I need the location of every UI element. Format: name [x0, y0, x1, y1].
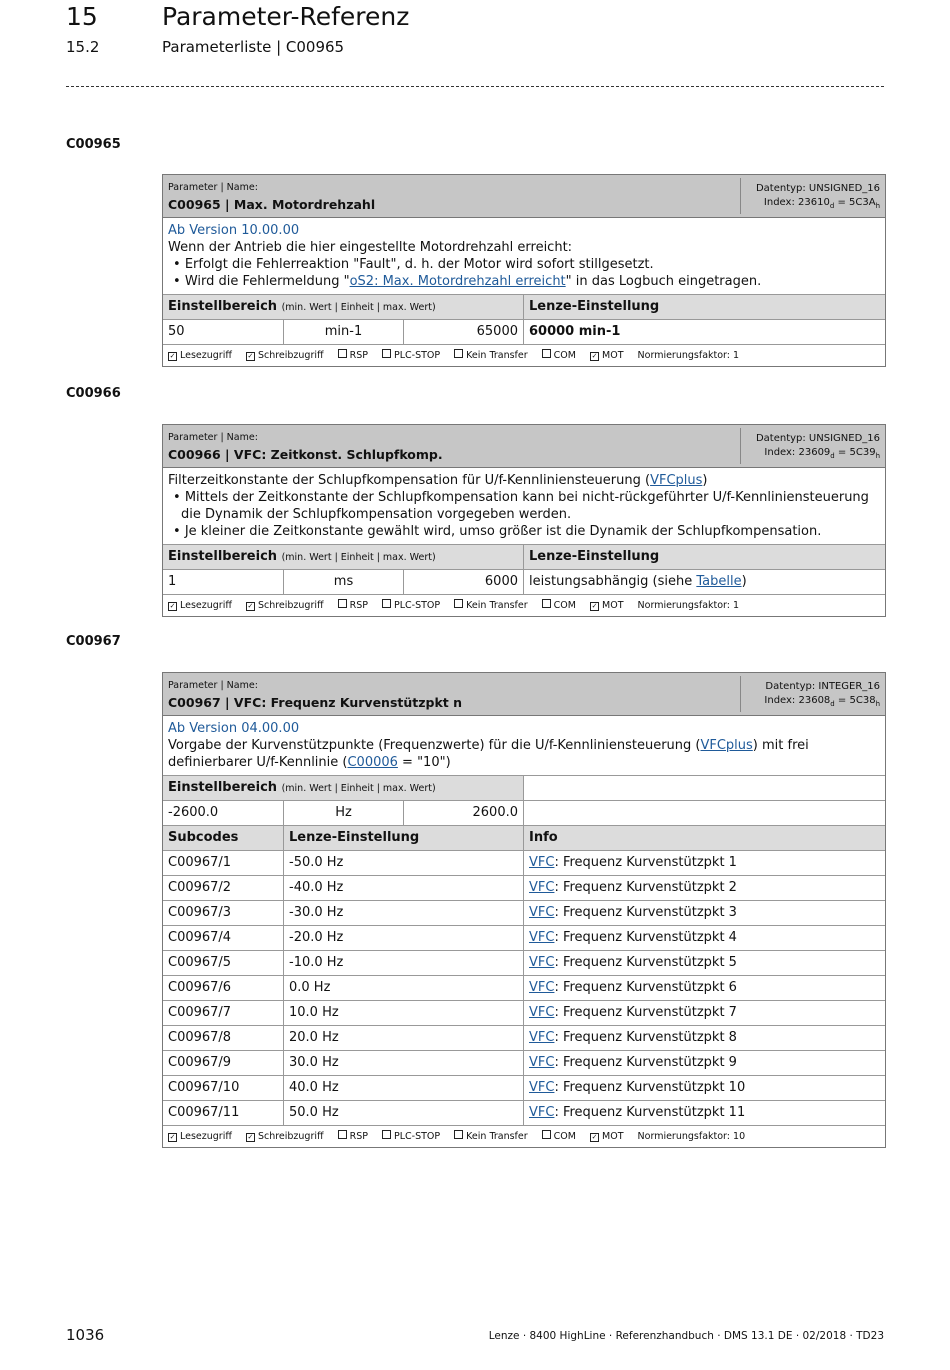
vfc-link[interactable]: VFC — [529, 955, 555, 970]
vfc-link[interactable]: VFC — [529, 1105, 555, 1120]
range-value-row: 1 ms 6000 leistungsabhängig (siehe Tabelle) — [163, 570, 885, 595]
subcode: C00967/1 — [163, 851, 284, 875]
subcode-info: VFC: Frequenz Kurvenstützpkt 9 — [529, 1055, 737, 1070]
page-number: 1036 — [66, 1326, 105, 1344]
param-name: C00967 | VFC: Frequenz Kurvenstützpkt n — [168, 695, 463, 710]
subcode-info: VFC: Frequenz Kurvenstützpkt 8 — [529, 1030, 737, 1045]
subcode: C00967/8 — [163, 1026, 284, 1050]
table-row — [163, 1001, 885, 1026]
chapter-title: Parameter-Referenz — [162, 2, 410, 31]
subcode-info: VFC: Frequenz Kurvenstützpkt 7 — [529, 1005, 737, 1020]
vfc-link[interactable]: VFC — [529, 905, 555, 920]
table-row — [163, 1026, 885, 1051]
subcode-default: -50.0 Hz — [284, 851, 524, 875]
subcode: C00967/9 — [163, 1051, 284, 1075]
vfcplus-link[interactable]: VFCplus — [700, 738, 753, 753]
table-row — [163, 1051, 885, 1076]
vfc-link[interactable]: VFC — [529, 880, 555, 895]
range-value-row: -2600.0 Hz 2600.0 — [163, 801, 885, 826]
param-datatype: Datentyp: UNSIGNED_16 Index: $23609_d = 5C39_h$ — [755, 433, 880, 460]
footer-text: Lenze · 8400 HighLine · Referenzhandbuch · DMS 13.1 DE · 02/2018 · TD23 — [488, 1330, 884, 1342]
bullet-item: • Je kleiner die Zeitkonstante gewählt wird, umso größer ist die Dynamik der Schlupfkompensation. — [173, 524, 822, 539]
subcode-default: 20.0 Hz — [284, 1026, 524, 1050]
subcode-default: -10.0 Hz — [284, 951, 524, 975]
lenze-default: 60000 min-1 — [529, 324, 621, 339]
range-header-row: Einstellbereich (min. Wert | Einheit | max. Wert) Lenze-Einstellung — [163, 545, 885, 570]
param-header: Parameter | Name: C00966 | VFC: Zeitkonst. Schlupfkomp. Datentyp: UNSIGNED_16 Index: $23609_d = 5C39_h$ — [163, 425, 885, 468]
range-max: 65000 — [404, 320, 524, 344]
subcode-default: 10.0 Hz — [284, 1001, 524, 1025]
param-name: C00966 | VFC: Zeitkonst. Schlupfkomp. — [168, 447, 443, 462]
subcode-default: 0.0 Hz — [284, 976, 524, 1000]
access-flags: ✓ Lesezugriff ✓ Schreibzugriff RSP PLC-STOP Kein Transfer COM ✓ MOT Normierungsfaktor: 10 — [169, 1131, 746, 1142]
param-name: C00965 | Max. Motordrehzahl — [168, 197, 376, 212]
table-row — [163, 1101, 885, 1126]
range-header-row: Einstellbereich (min. Wert | Einheit | max. Wert) — [163, 776, 885, 801]
access-flags: ✓ Lesezugriff ✓ Schreibzugriff RSP PLC-STOP Kein Transfer COM ✓ MOT Normierungsfaktor: 1 — [169, 600, 740, 611]
table-row — [163, 901, 885, 926]
subcode-default: -40.0 Hz — [284, 876, 524, 900]
section-number: 15.2 — [66, 38, 100, 56]
subcode: C00967/5 — [163, 951, 284, 975]
param-description: Filterzeitkonstante der Schlupfkompensation für U/f-Kennliniensteuerung (VFCplus) • Mittels der Zeitkonstante der Schlupfkompensation kann bei nicht-rückgeführter U/f-Kennliniensteuerung die Dynamik der Schlupfkompensation vorgegeben werden. • Je kleiner die Zeitkonstante gewählt wird, umso größer ist die Dynamik der Schlupfkompensation. — [163, 468, 885, 545]
bullet-item: • Erfolgt die Fehlerreaktion "Fault", d. h. der Motor wird sofort stillgesetzt. — [173, 257, 654, 272]
param-datatype: Datentyp: INTEGER_16 Index: $23608_d = 5C38_h$ — [764, 681, 880, 708]
access-flags: ✓ Lesezugriff ✓ Schreibzugriff RSP PLC-STOP Kein Transfer COM ✓ MOT Normierungsfaktor: 1 — [169, 350, 740, 361]
subcode-info: VFC: Frequenz Kurvenstützpkt 11 — [529, 1105, 746, 1120]
subcode-info: VFC: Frequenz Kurvenstützpkt 1 — [529, 855, 737, 870]
subcode-default: 30.0 Hz — [284, 1051, 524, 1075]
range-header-row: Einstellbereich (min. Wert | Einheit | max. Wert) Lenze-Einstellung — [163, 295, 885, 320]
vfc-link[interactable]: VFC — [529, 1030, 555, 1045]
vfc-link[interactable]: VFC — [529, 855, 555, 870]
param-header — [163, 175, 885, 218]
subcode-info: VFC: Frequenz Kurvenstützpkt 3 — [529, 905, 737, 920]
subcode-default: 50.0 Hz — [284, 1101, 524, 1125]
vfc-link[interactable]: VFC — [529, 930, 555, 945]
table-row — [163, 926, 885, 951]
range-min: 50 — [163, 320, 284, 344]
version-note: Ab Version 10.00.00 — [168, 223, 300, 238]
param-name-label: Parameter | Name: — [168, 182, 258, 193]
bullet-item: • Mittels der Zeitkonstante der Schlupfkompensation kann bei nicht-rückgeführter U/f-Kennliniensteuerung die Dynamik der Schlupfkompensation vorgegeben werden. — [173, 490, 869, 522]
header-divider — [66, 86, 884, 87]
subcode: C00967/10 — [163, 1076, 284, 1100]
vfc-link[interactable]: VFC — [529, 980, 555, 995]
subcode: C00967/7 — [163, 1001, 284, 1025]
param-table-c00967 — [162, 672, 886, 1148]
range-unit: min-1 — [284, 320, 404, 344]
subcode: C00967/4 — [163, 926, 284, 950]
subcode-default: 40.0 Hz — [284, 1076, 524, 1100]
table-row — [163, 876, 885, 901]
subcode: C00967/6 — [163, 976, 284, 1000]
param-datatype: Datentyp: UNSIGNED_16 Index: $23610_d = 5C3A_h$ — [755, 183, 880, 210]
section-title: Parameterliste | C00965 — [162, 38, 345, 56]
subcode-info: VFC: Frequenz Kurvenstützpkt 10 — [529, 1080, 746, 1095]
range-value-row — [163, 320, 885, 345]
subcode-default: -30.0 Hz — [284, 901, 524, 925]
c00006-link[interactable]: C00006 — [347, 755, 398, 770]
error-message-link[interactable]: oS2: Max. Motordrehzahl erreicht — [349, 274, 566, 289]
subcode-header-row: Subcodes Lenze-Einstellung Info — [163, 826, 885, 851]
table-row — [163, 951, 885, 976]
vfc-link[interactable]: VFC — [529, 1005, 555, 1020]
vfcplus-link[interactable]: VFCplus — [650, 473, 703, 488]
param-description: Ab Version 10.00.00 Wenn der Antrieb die hier eingestellte Motordrehzahl erreicht: • Erfolgt die Fehlerreaktion "Fault", d. h. der Motor wird sofort stillgesetzt. • Wird die Fehlermeldung "oS2: Max. Motordrehzahl erreicht" in das Logbuch eingetragen. — [163, 218, 885, 295]
table-link[interactable]: Tabelle — [696, 574, 742, 589]
subcode-info: VFC: Frequenz Kurvenstützpkt 2 — [529, 880, 737, 895]
param-table-c00966 — [162, 424, 886, 617]
vfc-link[interactable]: VFC — [529, 1055, 555, 1070]
param-anchor-c00966: C00966 — [66, 386, 121, 401]
table-row — [163, 976, 885, 1001]
subcode: C00967/3 — [163, 901, 284, 925]
subcode-default: -20.0 Hz — [284, 926, 524, 950]
vfc-link[interactable]: VFC — [529, 1080, 555, 1095]
bullet-item: • Wird die Fehlermeldung "oS2: Max. Motordrehzahl erreicht" in das Logbuch eingetragen. — [173, 274, 762, 289]
version-note: Ab Version 04.00.00 — [168, 721, 300, 736]
subcode-info: VFC: Frequenz Kurvenstützpkt 4 — [529, 930, 737, 945]
param-header: Parameter | Name: C00967 | VFC: Frequenz Kurvenstützpkt n Datentyp: INTEGER_16 Index: $23608_d = 5C38_h$ — [163, 673, 885, 716]
subcode-info: VFC: Frequenz Kurvenstützpkt 6 — [529, 980, 737, 995]
table-row — [163, 851, 885, 876]
subcode: C00967/2 — [163, 876, 284, 900]
chapter-number: 15 — [66, 2, 98, 31]
subcode-info: VFC: Frequenz Kurvenstützpkt 5 — [529, 955, 737, 970]
table-row — [163, 1076, 885, 1101]
param-description: Ab Version 04.00.00 Vorgabe der Kurvenstützpunkte (Frequenzwerte) für die U/f-Kennliniensteuerung (VFCplus) mit frei definierbarer U/f-Kennlinie (C00006 = "10") — [163, 716, 885, 776]
param-anchor-c00967: C00967 — [66, 634, 121, 649]
subcode: C00967/11 — [163, 1101, 284, 1125]
param-table-c00965 — [162, 174, 886, 367]
param-anchor-c00965: C00965 — [66, 137, 121, 152]
